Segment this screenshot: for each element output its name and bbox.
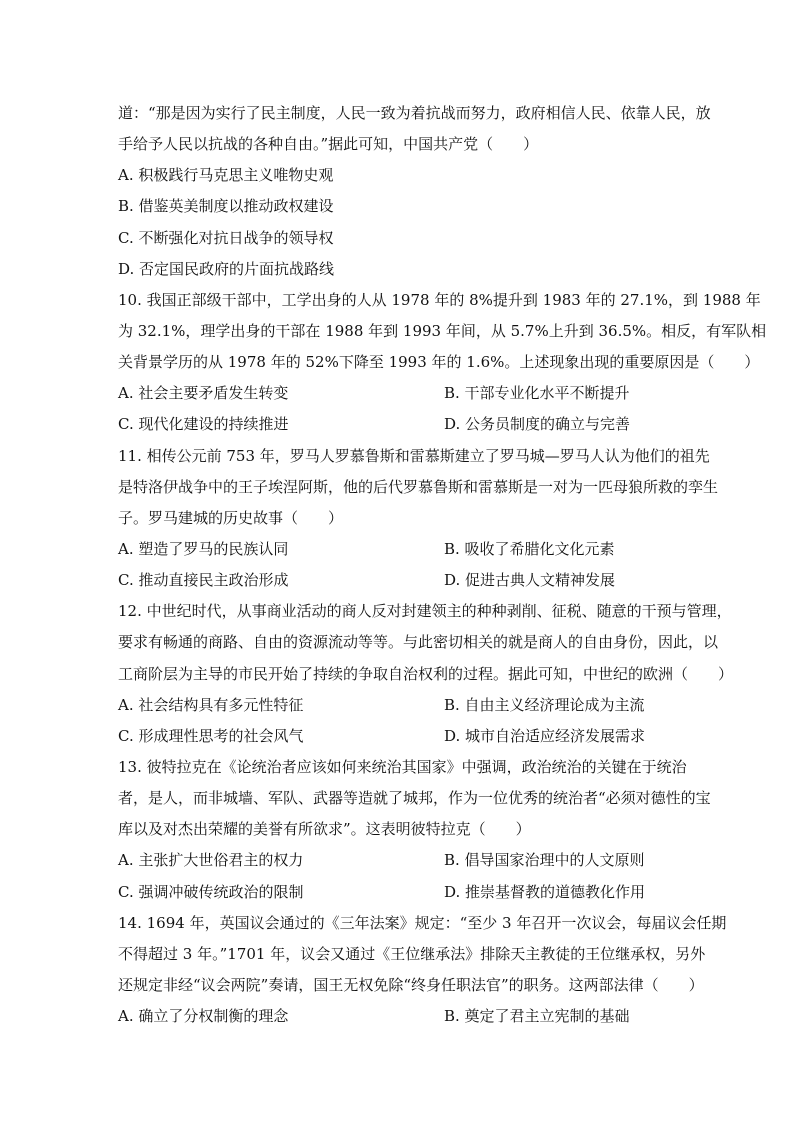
option-c: C. 形成理性思考的社会风气 [118, 727, 304, 745]
option-d: D. 城市自治适应经济发展需求 [444, 727, 646, 745]
option-d: D. 促进古典人文精神发展 [444, 571, 616, 589]
option-a: A. 社会结构具有多元性特征 [118, 696, 304, 714]
option-b: B. 吸收了希腊化文化元素 [444, 540, 615, 558]
option-b: B. 借鉴英美制度以推动政权建设 [118, 197, 334, 215]
question-text-line: 不得超过 3 年。”1701 年，议会又通过《王位继承法》排除天主教徒的王位继承权，另外 [118, 945, 706, 963]
option-b: B. 奠定了君主立宪制的基础 [444, 1007, 630, 1025]
option-c: C. 不断强化对抗日战争的领导权 [118, 229, 334, 247]
question-text-line: 关背景学历的从 1978 年的 52%下降至 1993 年的 1.6%。上述现象出现的重要原因是（ ） [118, 353, 760, 371]
option-d: D. 公务员制度的确立与完善 [444, 415, 631, 433]
question-14-text: 14. 1694 年，英国议会通过的《三年法案》规定：“至少 3 年召开一次议会，每届议会任期 [118, 914, 727, 932]
option-b: B. 干部专业化水平不断提升 [444, 384, 630, 402]
option-a: A. 积极践行马克思主义唯物史观 [118, 166, 334, 184]
question-text-line: 子。罗马建城的历史故事（ ） [118, 509, 344, 527]
question-text-line: 道：“那是因为实行了民主制度，人民一致为着抗战而努力，政府相信人民、依靠人民，放 [118, 104, 711, 122]
option-c: C. 现代化建设的持续推进 [118, 415, 289, 433]
option-a: A. 确立了分权制衡的理念 [118, 1007, 289, 1025]
option-a: A. 塑造了罗马的民族认同 [118, 540, 289, 558]
question-text-line: 还规定非经“议会两院”奏请，国王无权免除“终身任职法官”的职务。这两部法律（ ） [118, 976, 704, 994]
option-a: A. 社会主要矛盾发生转变 [118, 384, 289, 402]
option-b: B. 倡导国家治理中的人文原则 [444, 851, 645, 869]
question-text-line: 手给予人民以抗战的各种自由。”据此可知，中国共产党（ ） [118, 135, 539, 153]
question-text-line: 是特洛伊战争中的王子埃涅阿斯，他的后代罗慕鲁斯和雷慕斯是一对为一匹母狼所救的孪生 [118, 478, 719, 496]
question-11-text: 11. 相传公元前 753 年，罗马人罗慕鲁斯和雷慕斯建立了罗马城—罗马人认为他们的祖先 [118, 447, 710, 465]
option-b: B. 自由主义经济理论成为主流 [444, 696, 645, 714]
question-text-line: 工商阶层为主导的市民开始了持续的争取自治权利的过程。据此可知，中世纪的欧洲（ ） [118, 665, 734, 683]
option-a: A. 主张扩大世俗君主的权力 [118, 851, 304, 869]
question-text-line: 库以及对杰出荣耀的美誉有所欲求”。这表明彼特拉克（ ） [118, 820, 531, 838]
question-text-line: 要求有畅通的商路、自由的资源流动等等。与此密切相关的就是商人的自由身份，因此，以 [118, 633, 719, 651]
question-text-line: 为 32.1%，理学出身的干部在 1988 年到 1993 年间，从 5.7%上升到 36.5%。相反，有军队相 [118, 322, 767, 340]
option-c: C. 强调冲破传统政治的限制 [118, 883, 304, 901]
question-10-text: 10. 我国正部级干部中，工学出身的人从 1978 年的 8%提升到 1983 年的 27.1%，到 1988 年 [118, 291, 761, 309]
option-d: D. 推崇基督教的道德教化作用 [444, 883, 646, 901]
question-12-text: 12. 中世纪时代，从事商业活动的商人反对封建领主的种种剥削、征税、随意的干预与管理， [118, 602, 732, 620]
question-13-text: 13. 彼特拉克在《论统治者应该如何来统治其国家》中强调，政治统治的关键在于统治 [118, 758, 687, 776]
option-c: C. 推动直接民主政治形成 [118, 571, 289, 589]
option-d: D. 否定国民政府的片面抗战路线 [118, 260, 335, 278]
question-text-line: 者，是人，而非城墙、军队、武器等造就了城邦，作为一位优秀的统治者“必须对德性的宝 [118, 789, 711, 807]
